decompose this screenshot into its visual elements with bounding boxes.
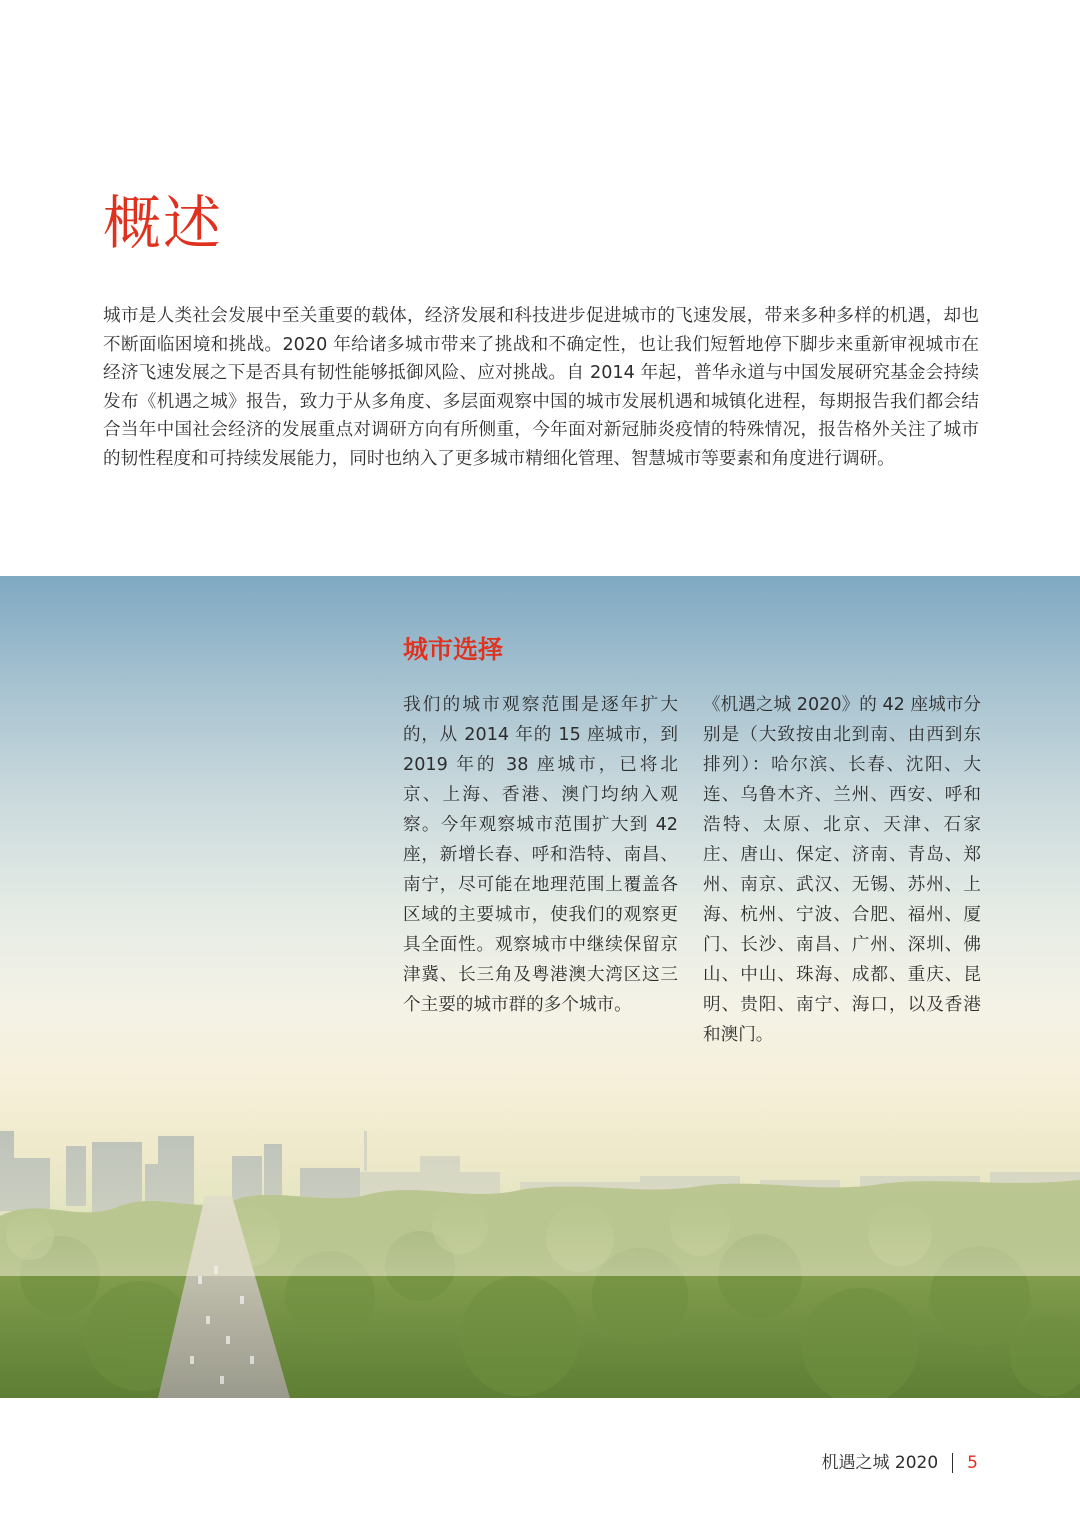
intro-paragraph: 城市是人类社会发展中至关重要的载体，经济发展和科技进步促进城市的飞速发展，带来多种多样的机遇，却也不断面临困境和挑战。2020 年给诸多城市带来了挑战和不确定性，也让我们短暂地停下脚步来重新审视城市在经济飞速发展之下是否具有韧性能够抵御风险、应对挑战。自 2014 年起，普华永道与中国发展研究基金会持续发布《机遇之城》报告，致力于从多角度、多层面观察中国的城市发展机遇和城镇化进程，每期报告我们都会结合当年中国社会经济的发展重点对调研方向有所侧重，今年面对新冠肺炎疫情的特殊情况，报告格外关注了城市的韧性程度和可持续发展能力，同时也纳入了更多城市精细化管理、智慧城市等要素和角度进行调研。: [103, 306, 979, 469]
footer-divider: [952, 1453, 953, 1473]
page-number: 5: [967, 1453, 978, 1473]
section-left-column: 我们的城市观察范围是逐年扩大的，从 2014 年的 15 座城市，到 2019 年的 38 座城市，已将北京、上海、香港、澳门均纳入观察。今年观察城市范围扩大到 42 座，新增长春、呼和浩特、南昌、南宁，尽可能在地理范围上覆盖各区域的主要城市，使我们的观察更具全面性。观察城市中继续保留京津冀、长三角及粤港澳大湾区这三个主要的城市群的多个城市。: [403, 695, 678, 1015]
page-footer: [822, 1451, 979, 1475]
section-right-column: 《机遇之城 2020》的 42 座城市分别是（大致按由北到南、由西到东排列）：哈尔滨、长春、沈阳、大连、乌鲁木齐、兰州、西安、呼和浩特、太原、北京、天津、石家庄、唐山、保定、济南、青岛、郑州、南京、武汉、无锡、苏州、上海、杭州、宁波、合肥、福州、厦门、长沙、南昌、广州、深圳、佛山、中山、珠海、成都、重庆、昆明、贵阳、南宁、海口，以及香港和澳门。: [703, 695, 981, 1045]
section-title: 城市选择: [403, 635, 504, 664]
page-title: 概述: [103, 189, 224, 257]
footer-report-name: 机遇之城 2020: [821, 1453, 939, 1473]
